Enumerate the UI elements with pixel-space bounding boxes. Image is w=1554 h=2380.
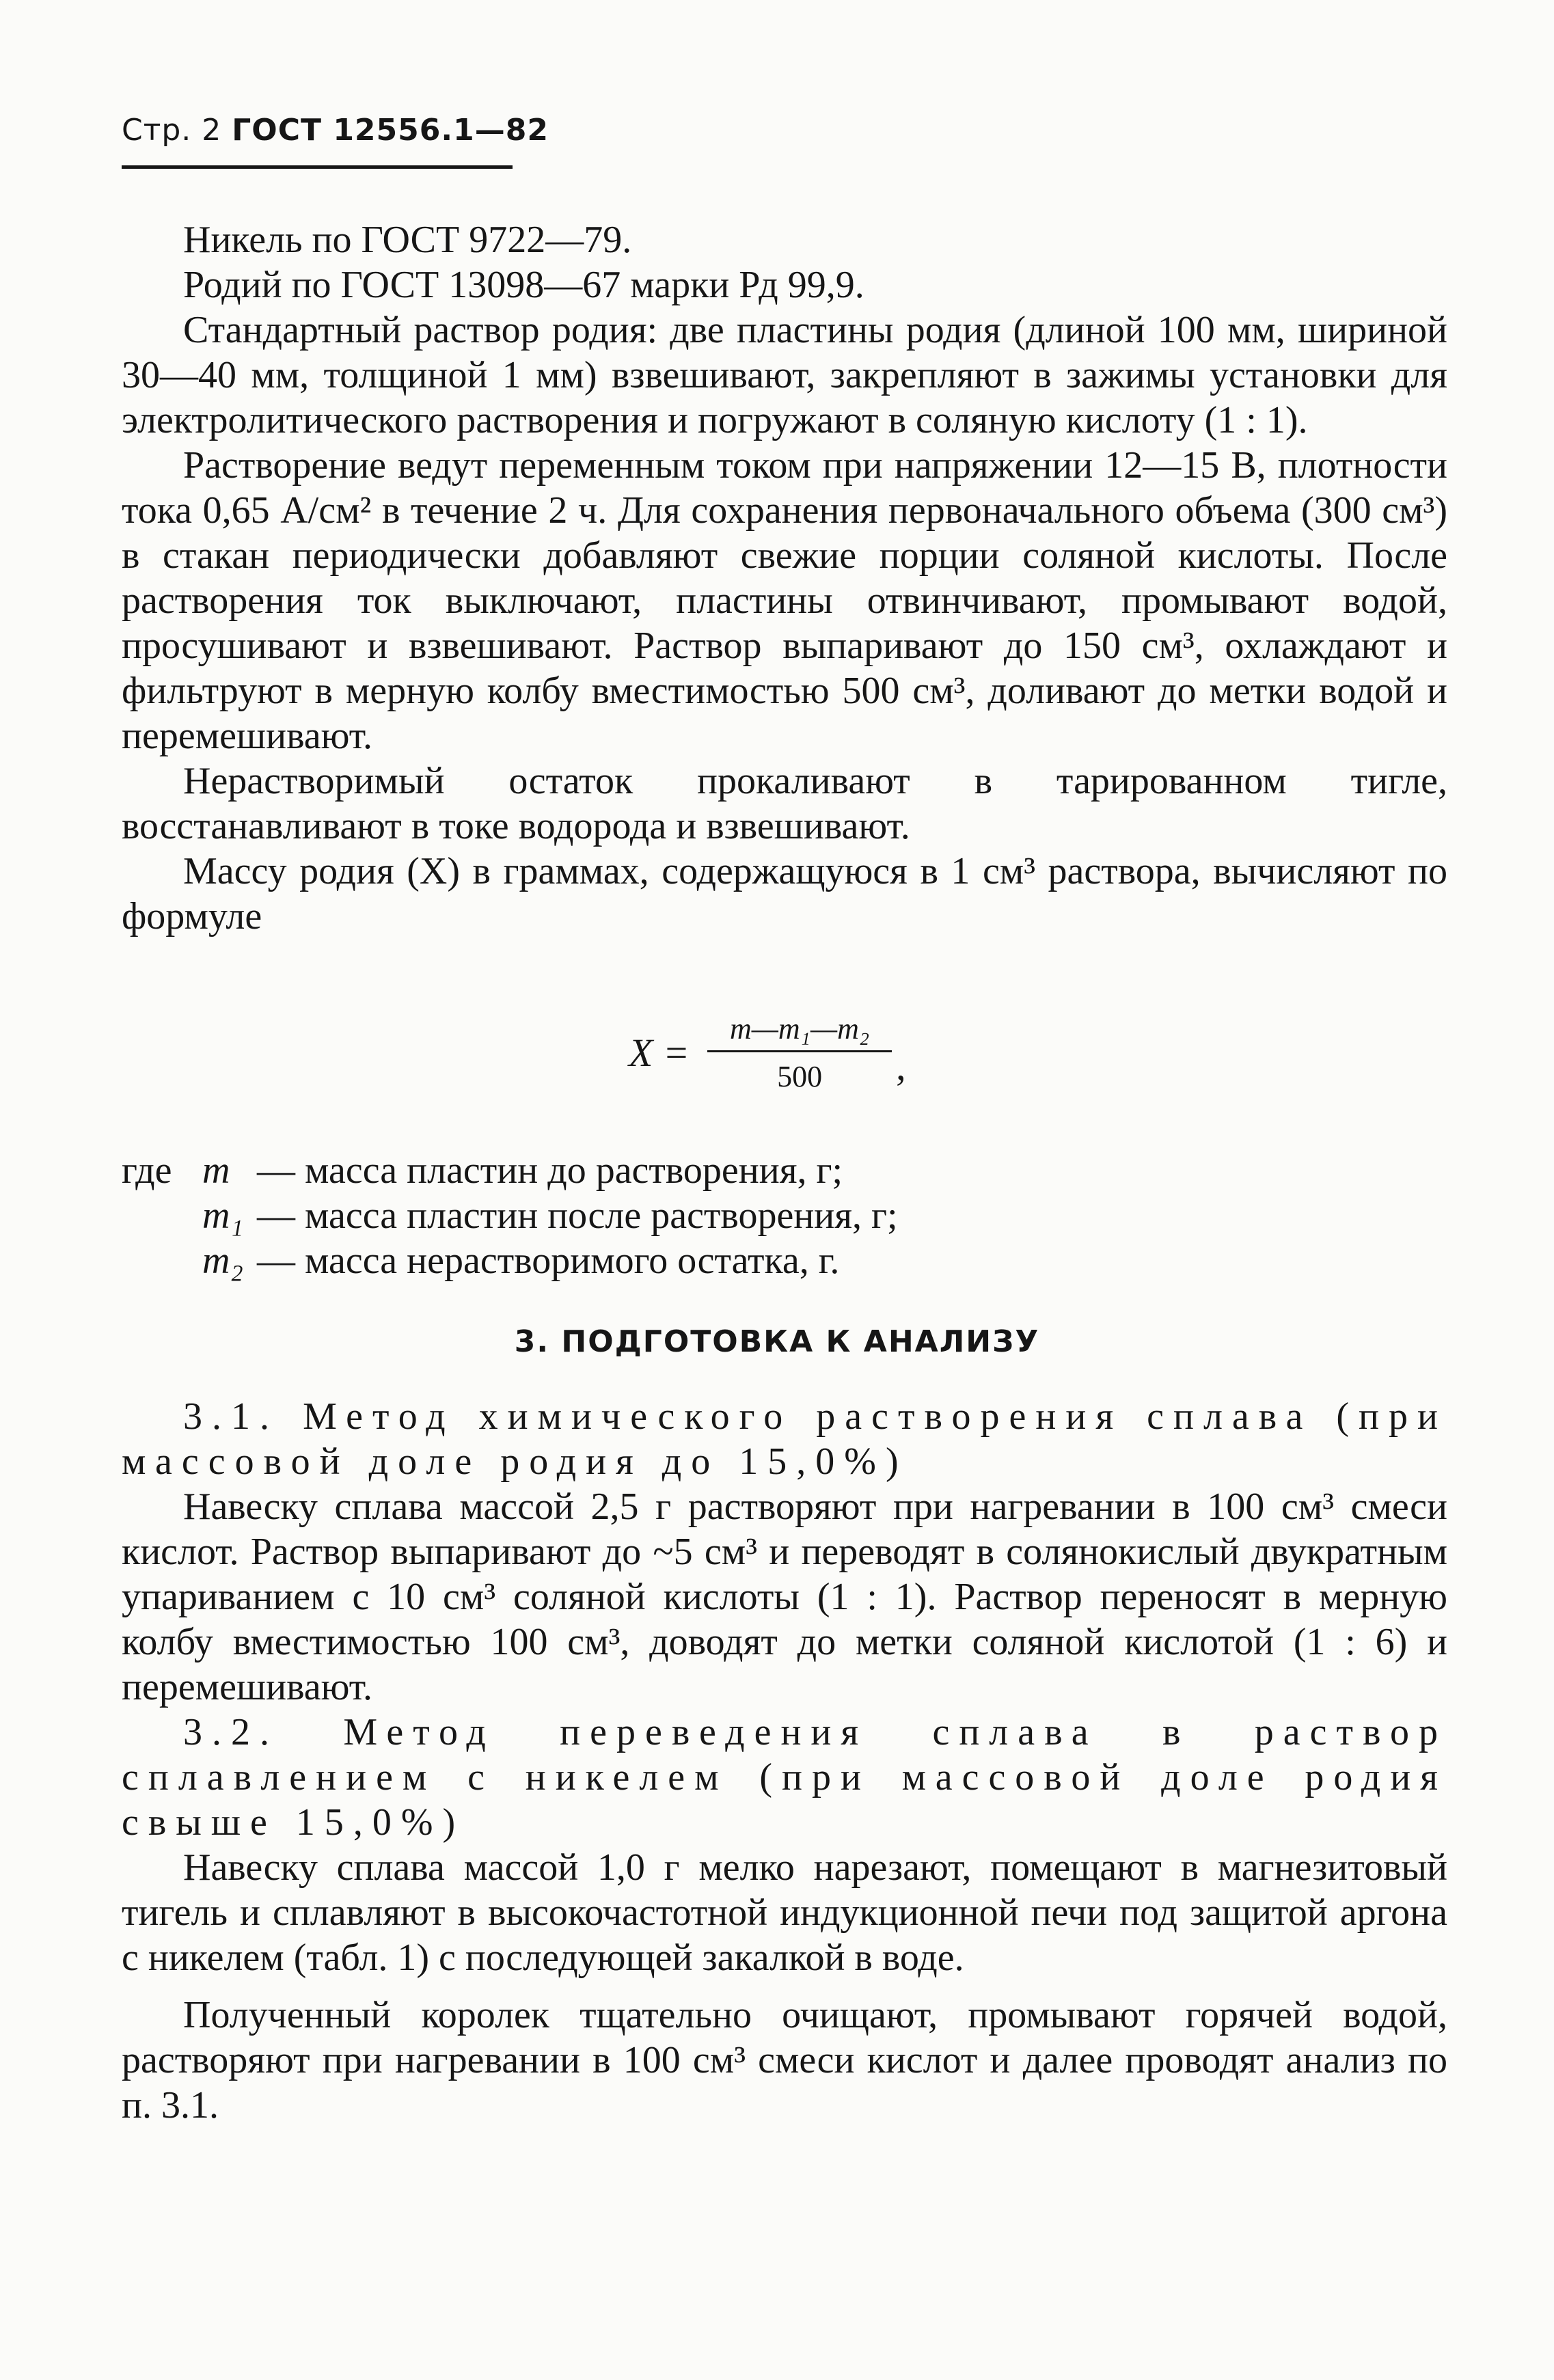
formula-numerator: m—m₁—m₂ <box>729 1012 870 1045</box>
preparation-section <box>122 1394 1447 2128</box>
subsection-heading-3-1: 3.1. Метод химического растворения сплава (при массовой доле родия до 15,0%) <box>122 1395 1447 1483</box>
paragraph-dissolution: Растворение ведут переменным током при напряжении 12—15 В, плотности тока 0,65 А/см² в течение 2 ч. Для сохранения первоначального объема (300 см³) в стакан периодически добавляют свежие порции соляной кислоты. После растворения ток выключают, пластины отвинчивают, промывают водой, просушивают и взвешивают. Раствор выпаривают до 150 см³, охлаждают и фильтруют в мерную колбу вместимостью 500 см³, доливают до метки водой и перемешивают. <box>122 444 1447 757</box>
paragraph-rhodium: Родий по ГОСТ 13098—67 марки Рд 99,9. <box>183 264 864 306</box>
paragraph-3-1: Навеску сплава массой 2,5 г растворяют при нагревании в 100 см³ смеси кислот. Раствор выпаривают до ~5 см³ и переводят в солянокислый двукратным упариванием с 10 см³ соляной кислоты (1 : 1). Раствор переносят в мерную колбу вместимостью 100 см³, доводят до метки соляной кислотой (1 : 6) и перемешивают. <box>122 1486 1447 1708</box>
legend-row <box>122 1238 898 1283</box>
legend-symbol: m <box>202 1149 230 1192</box>
legend-text: — масса пластин после растворения, г; <box>257 1194 898 1237</box>
paragraph-3-2a: Навеску сплава массой 1,0 г мелко нарезают, помещают в магнезитовый тигель и сплавляют в высокочастотной индукционной печи под защитой аргона с никелем (табл. 1) с последующей закалкой в воде. <box>122 1846 1447 1979</box>
legend-lead: где <box>122 1149 172 1192</box>
formula-end: , <box>896 1044 906 1089</box>
page-header <box>122 113 549 148</box>
materials-section <box>122 217 1447 939</box>
page-number: Стр. 2 <box>122 113 222 148</box>
legend-text: — масса нерастворимого остатка, г. <box>257 1240 840 1282</box>
paragraph-mass-calculation: Массу родия (X) в граммах, содержащуюся в 1 см³ раствора, вычисляют по формуле <box>122 850 1447 938</box>
legend-text: — масса пластин до растворения, г; <box>257 1149 843 1192</box>
formula-lhs: X = <box>629 1030 690 1075</box>
formula-denominator: 500 <box>777 1060 823 1093</box>
legend-symbol: m₁ <box>202 1194 243 1237</box>
paragraph-nickel: Никель по ГОСТ 9722—79. <box>183 219 632 261</box>
legend-row <box>122 1148 898 1193</box>
subsection-heading-3-2: 3.2. Метод переведения сплава в раствор сплавлением с никелем (при массовой доле родия свыше 15,0%) <box>122 1711 1447 1844</box>
paragraph-residue: Нерастворимый остаток прокаливают в тарированном тигле, восстанавливают в токе водорода и взвешивают. <box>122 760 1447 847</box>
standard-number: ГОСТ 12556.1—82 <box>232 113 549 148</box>
paragraph-standard-solution: Стандартный раствор родия: две пластины родия (длиной 100 мм, шириной 30—40 мм, толщиной 1 мм) взвешивают, закрепляют в зажимы установки для электролитического растворения и погружают в соляную кислоту (1 : 1). <box>122 309 1447 441</box>
legend-row <box>122 1193 898 1238</box>
paragraph-3-2b: Полученный королек тщательно очищают, промывают горячей водой, растворяют при нагревании в 100 см³ смеси кислот и далее проводят анализ по п. 3.1. <box>122 1994 1447 2126</box>
formula-fraction <box>707 1011 892 1094</box>
section-title: 3. ПОДГОТОВКА К АНАЛИЗУ <box>514 1324 1040 1359</box>
legend-symbol: m₂ <box>202 1240 243 1282</box>
formula <box>629 1011 906 1094</box>
variable-legend <box>122 1148 898 1283</box>
header-rule <box>122 165 513 169</box>
